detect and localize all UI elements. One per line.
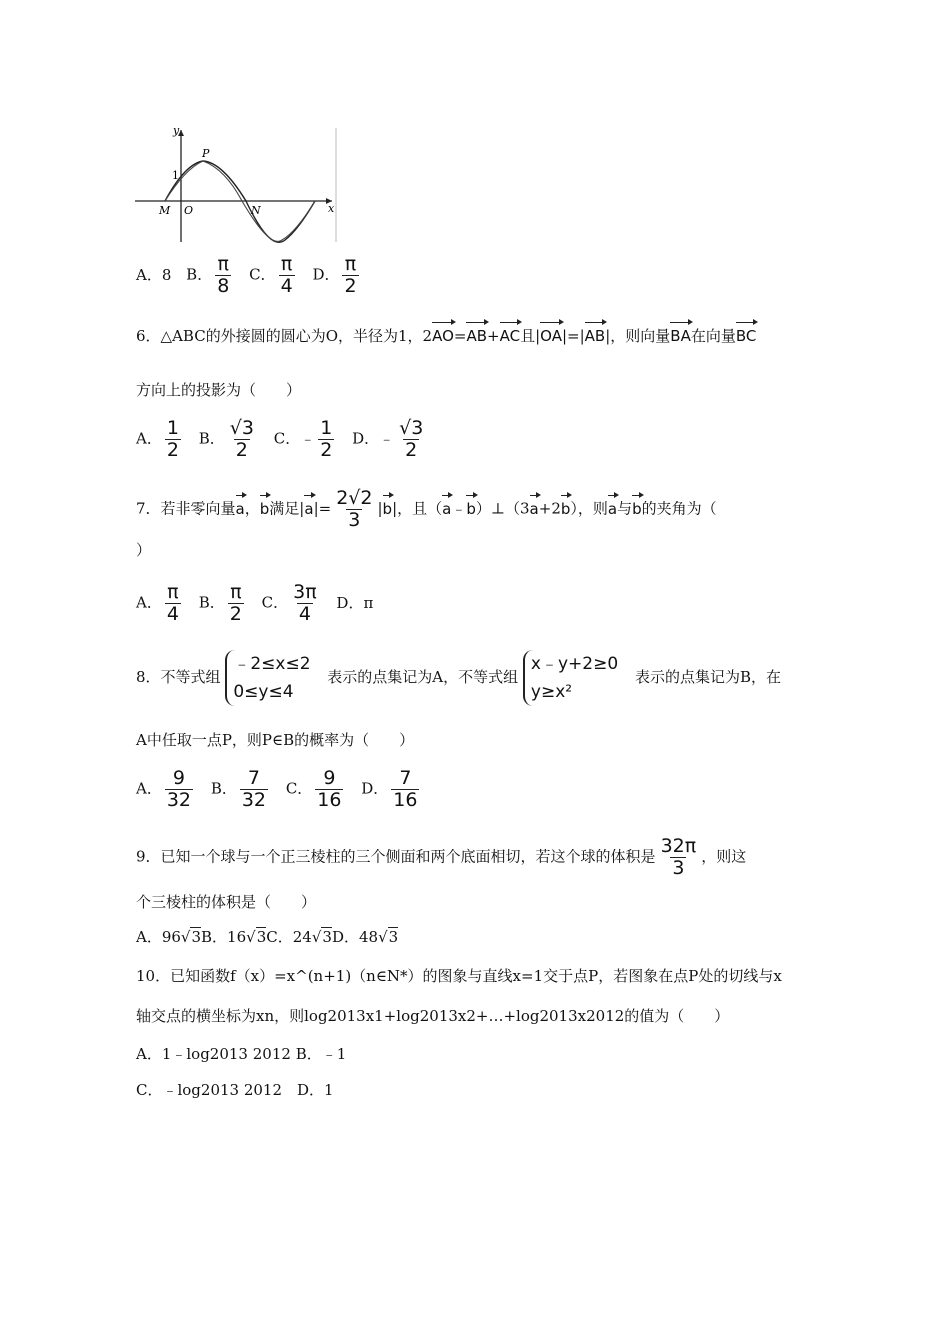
- q7-stem-line-2: ）: [136, 541, 152, 559]
- label-x: x: [328, 202, 335, 215]
- q7-option-b: B． $\frac{\pi}{2}$: [198, 581, 242, 625]
- label-o: O: [184, 204, 194, 217]
- q9-stem-line-1: 9．已知一个球与一个正三棱柱的三个侧面和两个底面相切，若这个球的体积是 $\frac{32\pi}{3}$ ，则这: [136, 835, 747, 879]
- q5-option-c: C． $\frac{\pi}{4}$: [249, 253, 293, 297]
- q7-option-c: C． $\frac{3\pi}{4}$: [261, 581, 317, 625]
- q8-stem-line-2: A中任取一点P，则P∈B的概率为（ ）: [136, 731, 415, 749]
- q8-system-a: ﹣2≤x≤2 0≤y≤4: [225, 650, 310, 706]
- q10-options-row-1: A．1﹣log2013 2012 B．﹣1: [136, 1045, 347, 1063]
- q5-option-d: D． $\frac{\pi}{2}$: [312, 253, 357, 297]
- q10-stem-line-1: 10．已知函数f（x）=x^(n+1)（n∈N*）的图象与直线x=1交于点P，若图象在点P处的切线与x: [136, 967, 782, 985]
- label-p: P: [202, 147, 210, 160]
- q10-options-row-2: C．﹣log2013 2012 D．1: [136, 1081, 334, 1099]
- q9-option-b: B．16√3: [201, 928, 267, 946]
- q8-stem-line-1: 8．不等式组 ﹣2≤x≤2 0≤y≤4 表示的点集记为A，不等式组 x﹣y+2≥0 y≥x² 表示的点集记为B，在: [136, 650, 781, 706]
- q6-stem-line-1: 6．△ABC的外接圆的圆心为O，半径为1，2AO=AB+AC且|OA|=|AB|，则向量BA在向量BC: [136, 327, 757, 345]
- q9-stem-line-2: 个三棱柱的体积是（ ）: [136, 893, 317, 911]
- q5-options: [136, 254, 372, 297]
- label-n: N: [251, 204, 261, 217]
- q8-options: [136, 768, 432, 811]
- q8-option-a: A． $\frac{9}{32}$: [136, 767, 192, 811]
- label-m: M: [159, 204, 171, 217]
- q8-option-b: B． $\frac{7}{32}$: [210, 767, 267, 811]
- q8-system-b: x﹣y+2≥0 y≥x²: [523, 650, 618, 706]
- label-one: 1: [172, 169, 179, 182]
- label-y: y: [173, 124, 180, 137]
- q6-stem-line-2: 方向上的投影为（ ）: [136, 381, 302, 399]
- q6-options: [136, 418, 438, 461]
- q6-option-b: B． $\frac{√3}{2}$: [198, 417, 254, 461]
- q7-option-d: D．π: [336, 593, 374, 612]
- q6-option-c: C．﹣ $\frac{1}{2}$: [273, 417, 333, 461]
- q7-stem-line-1: 7．若非零向量a，b满足|a|= $\frac{2√2}{3}$ |b|，且（a﹣b）⊥（3a+2b），则a与b的夹角为（: [136, 487, 717, 531]
- q6-option-d: D．﹣ $\frac{√3}{2}$: [352, 417, 424, 461]
- q9-option-d: D．48√3: [331, 928, 399, 946]
- q9-option-a: A．96√3: [136, 928, 202, 946]
- q5-option-a: A．8: [136, 265, 172, 284]
- q6-option-a: A． $\frac{1}{2}$: [136, 417, 179, 461]
- q9-options: [136, 927, 398, 947]
- q8-option-d: D． $\frac{7}{16}$: [361, 767, 418, 811]
- q9-option-c: C．24√3: [266, 928, 332, 946]
- q7-option-a: A． $\frac{\pi}{4}$: [136, 581, 179, 625]
- q8-option-c: C． $\frac{9}{16}$: [285, 767, 342, 811]
- q5-option-b: B． $\frac{\pi}{8}$: [186, 253, 230, 297]
- sine-graph-figure: [130, 124, 345, 246]
- q7-options: [136, 582, 383, 625]
- q10-stem-line-2: 轴交点的横坐标为xn，则log2013x1+log2013x2+…+log2013x2012的值为（ ）: [136, 1007, 730, 1025]
